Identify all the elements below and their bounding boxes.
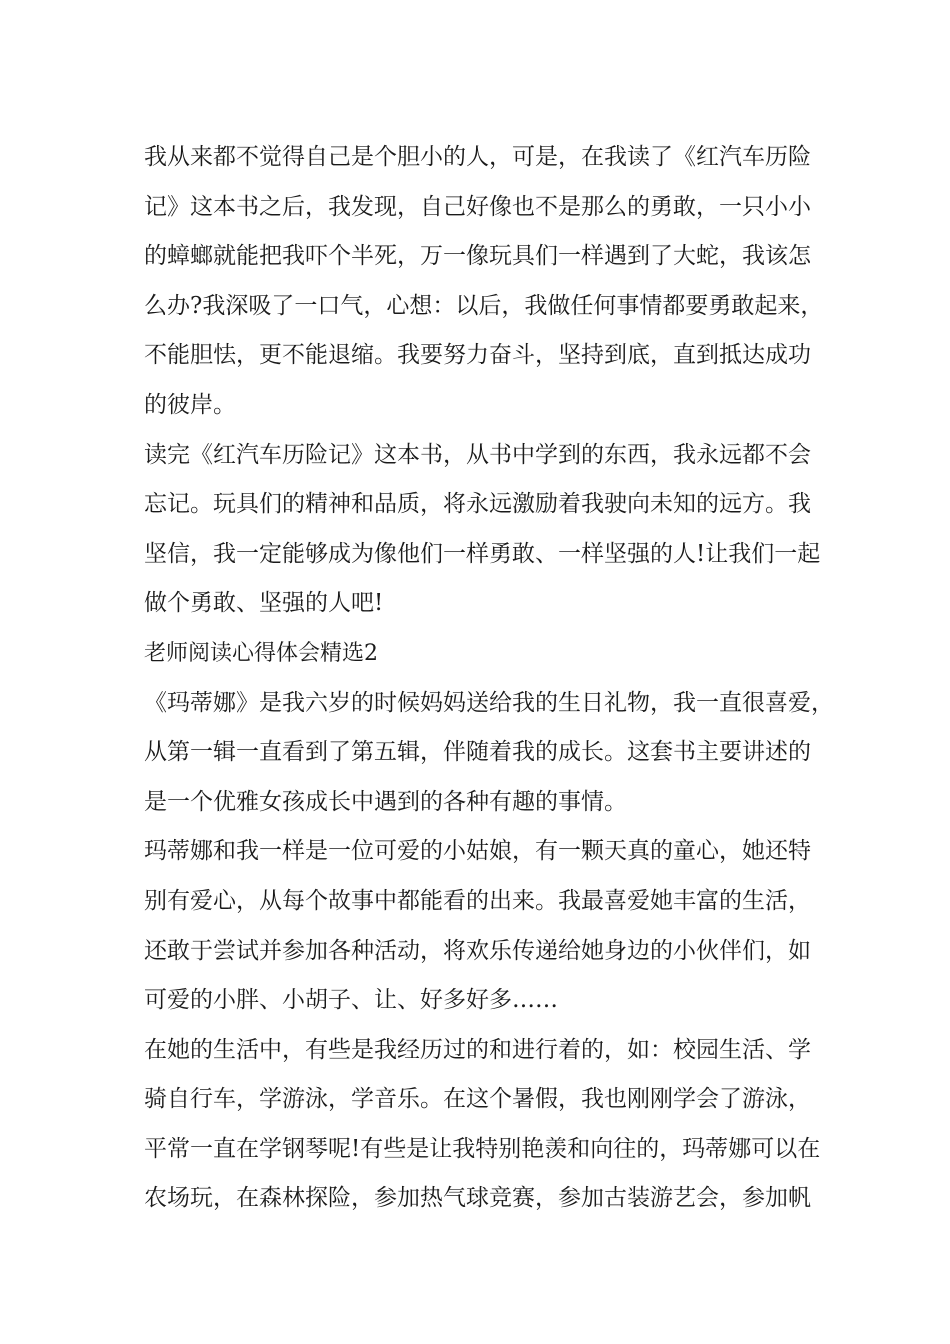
paragraph-line: 是一个优雅女孩成长中遇到的各种有趣的事情。 <box>144 788 627 815</box>
paragraph-line: 记》这本书之后，我发现，自己好像也不是那么的勇敢，一只小小 <box>144 193 811 220</box>
paragraph-line: 骑自行车，学游泳，学音乐。在这个暑假，我也刚刚学会了游泳， <box>144 1086 811 1113</box>
paragraph-line: 做个勇敢、坚强的人吧! <box>144 590 384 617</box>
paragraph-line: 玛蒂娜和我一样是一位可爱的小姑娘，有一颗天真的童心，她还特 <box>144 838 811 865</box>
paragraph-line: 坚信，我一定能够成为像他们一样勇敢、一样坚强的人!让我们一起 <box>144 540 821 567</box>
paragraph-line: 忘记。玩具们的精神和品质，将永远激励着我驶向未知的远方。我 <box>144 491 811 518</box>
paragraph-line: 我从来都不觉得自己是个胆小的人，可是，在我读了《红汽车历险 <box>144 144 811 170</box>
paragraph-line: 还敢于尝试并参加各种活动，将欢乐传递给她身边的小伙伴们，如 <box>144 937 811 964</box>
paragraph-line: 读完《红汽车历险记》这本书，从书中学到的东西，我永远都不会 <box>144 441 811 468</box>
paragraph-line: 从第一辑一直看到了第五辑，伴随着我的成长。这套书主要讲述的 <box>144 739 811 766</box>
document-body <box>144 133 834 1224</box>
paragraph-line: 不能胆怯，更不能退缩。我要努力奋斗，坚持到底，直到抵达成功 <box>144 342 811 369</box>
paragraph-line: 农场玩，在森林探险，参加热气球竞赛，参加古装游艺会，参加帆 <box>144 1185 811 1212</box>
paragraph-line: 么办?我深吸了一口气，心想：以后，我做任何事情都要勇敢起来， <box>144 292 824 319</box>
paragraph-line: 的彼岸。 <box>144 391 236 418</box>
paragraph-line: 别有爱心，从每个故事中都能看的出来。我最喜爱她丰富的生活， <box>144 887 811 914</box>
paragraph-line: 《玛蒂娜》是我六岁的时候妈妈送给我的生日礼物，我一直很喜爱， <box>144 689 834 716</box>
section-heading: 老师阅读心得体会精选2 <box>144 640 378 666</box>
paragraph-line: 可爱的小胖、小胡子、让、好多好多…… <box>144 987 558 1014</box>
paragraph-line: 平常一直在学钢琴呢!有些是让我特别艳羡和向往的，玛蒂娜可以在 <box>144 1135 821 1162</box>
paragraph-line: 在她的生活中，有些是我经历过的和进行着的，如：校园生活、学 <box>144 1036 811 1063</box>
paragraph-line: 的蟑螂就能把我吓个半死，万一像玩具们一样遇到了大蛇，我该怎 <box>144 243 811 270</box>
